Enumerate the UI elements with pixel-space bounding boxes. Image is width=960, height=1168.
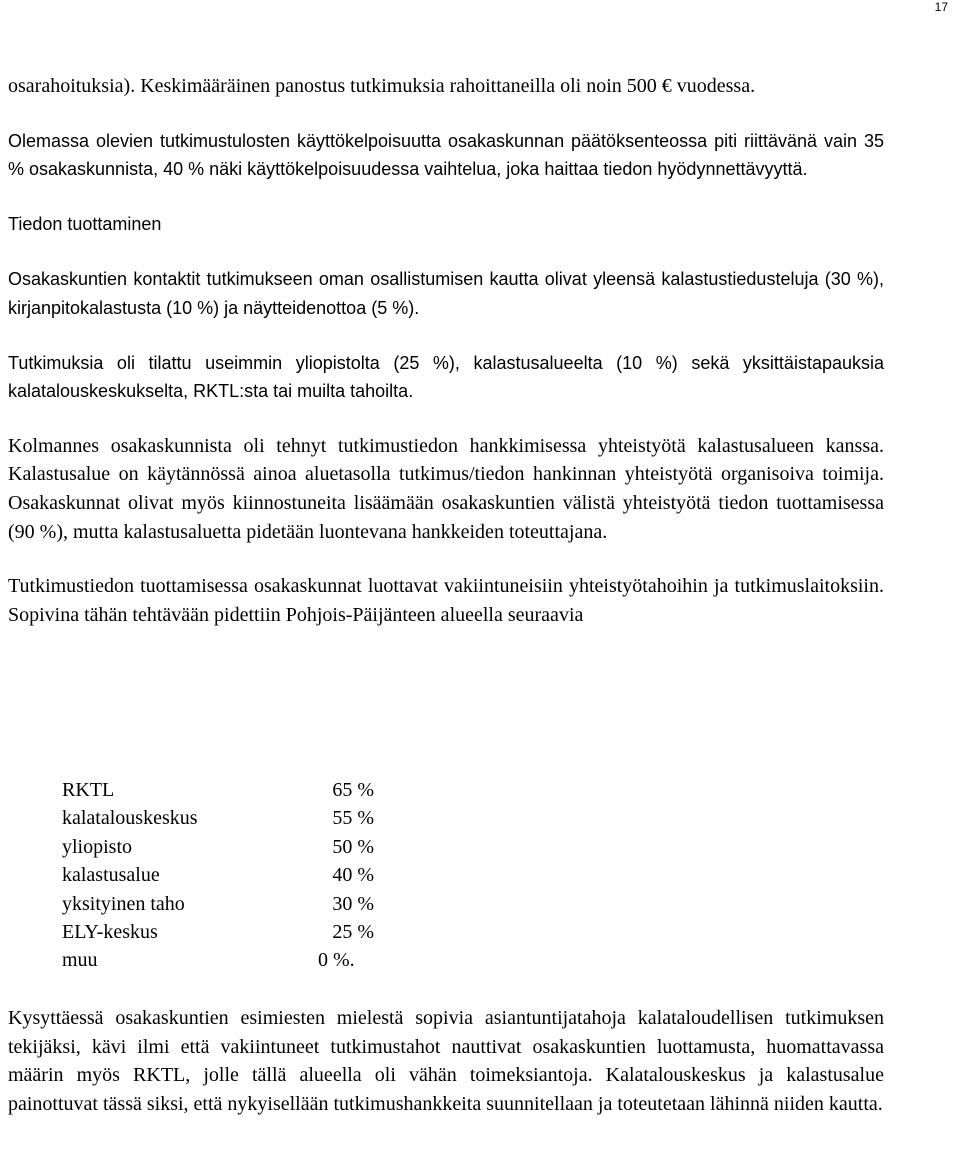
table-label: RKTL <box>62 779 115 801</box>
table-value: 40 % <box>332 864 374 887</box>
paragraph-cooperation: Kolmannes osakaskunnista oli tehnyt tutkimustiedon hankkimisessa yhteistyötä kalastusalueen kanssa. Kalastusalue on käytännössä ainoa aluetasolla tutkimus/tiedon hankinnan yhteistyötä organisoiva toimija. Osakaskunnat olivat myös kiinnostuneita lisäämään osakaskuntien välistä yhteistyötä tiedon tuottamisessa (90 %), mutta kalastusaluetta pidetään luontevana hankkeiden toteuttajana. <box>8 434 884 543</box>
paragraph-contacts: Osakaskuntien kontaktit tutkimukseen oman osallistumisen kautta olivat yleensä kalastustiedusteluja (30 %), kirjanpitokalastusta (10 %) ja näytteidenottoa (5 %). <box>8 269 884 318</box>
table-value: 65 % <box>332 779 374 801</box>
document-body <box>8 72 884 629</box>
table-label: ELY-keskus <box>62 921 158 944</box>
table-row <box>62 804 374 832</box>
table-row <box>62 776 374 804</box>
suitability-table <box>62 776 374 975</box>
table-row <box>62 890 374 918</box>
table-value: 0 %. <box>318 949 355 972</box>
table-row <box>62 833 374 861</box>
table-row <box>62 946 374 974</box>
document-body-end <box>8 1004 884 1118</box>
paragraph-commissioned: Tutkimuksia oli tilattu useimmin yliopistolta (25 %), kalastusalueelta (10 %) sekä yksittäistapauksia kalatalouskeskukselta, RKTL:sta tai muilta tahoilta. <box>8 352 884 402</box>
table-value: 50 % <box>332 835 374 858</box>
table-label: kalastusalue <box>62 864 160 887</box>
table-row <box>62 861 374 889</box>
table-value: 55 % <box>332 807 374 830</box>
table-label: kalatalouskeskus <box>62 807 198 830</box>
table-value: 30 % <box>332 892 374 915</box>
paragraph-usability: Olemassa olevien tutkimustulosten käyttökelpoisuutta osakaskunnan päätöksenteossa piti riittävänä vain 35 % osakaskunnista, 40 % näki käyttökelpoisuudessa vaihtelua, joka haittaa tiedon hyödynnettävyyttä. <box>8 130 884 180</box>
paragraph-trust: Tutkimustiedon tuottamisessa osakaskunnat luottavat vakiintuneisiin yhteistyötahoihin ja tutkimuslaitoksiin. Sopivina tähän tehtävään pidettiin Pohjois-Päijänteen alueella seuraavia <box>8 575 884 626</box>
table-label: yksityinen taho <box>62 892 185 915</box>
section-heading-knowledge-production: Tiedon tuottaminen <box>8 213 162 234</box>
paragraph-experts: Kysyttäessä osakaskuntien esimiesten mielestä sopivia asiantuntijatahoja kalataloudellisen tutkimuksen tekijäksi, kävi ilmi että vakiintuneet tutkimustahot nauttivat osakaskuntien luottamusta, huomattavassa määrin myös RKTL, jolle tällä alueella oli vähän toimeksiantoja. Kalatalouskeskus ja kalastusalue painottuvat tässä siksi, että nykyisellään tutkimushankkeita suunnitellaan ja toteutetaan lähinnä niiden kautta. <box>8 1007 884 1115</box>
table-label: yliopisto <box>62 835 133 858</box>
table-row <box>62 918 374 946</box>
table-value: 25 % <box>332 921 374 944</box>
page-number: 17 <box>934 0 948 14</box>
table-label: muu <box>62 949 98 972</box>
paragraph-funding: osarahoituksia). Keskimääräinen panostus tutkimuksia rahoittaneilla oli noin 500 € vuodessa. <box>8 75 756 97</box>
